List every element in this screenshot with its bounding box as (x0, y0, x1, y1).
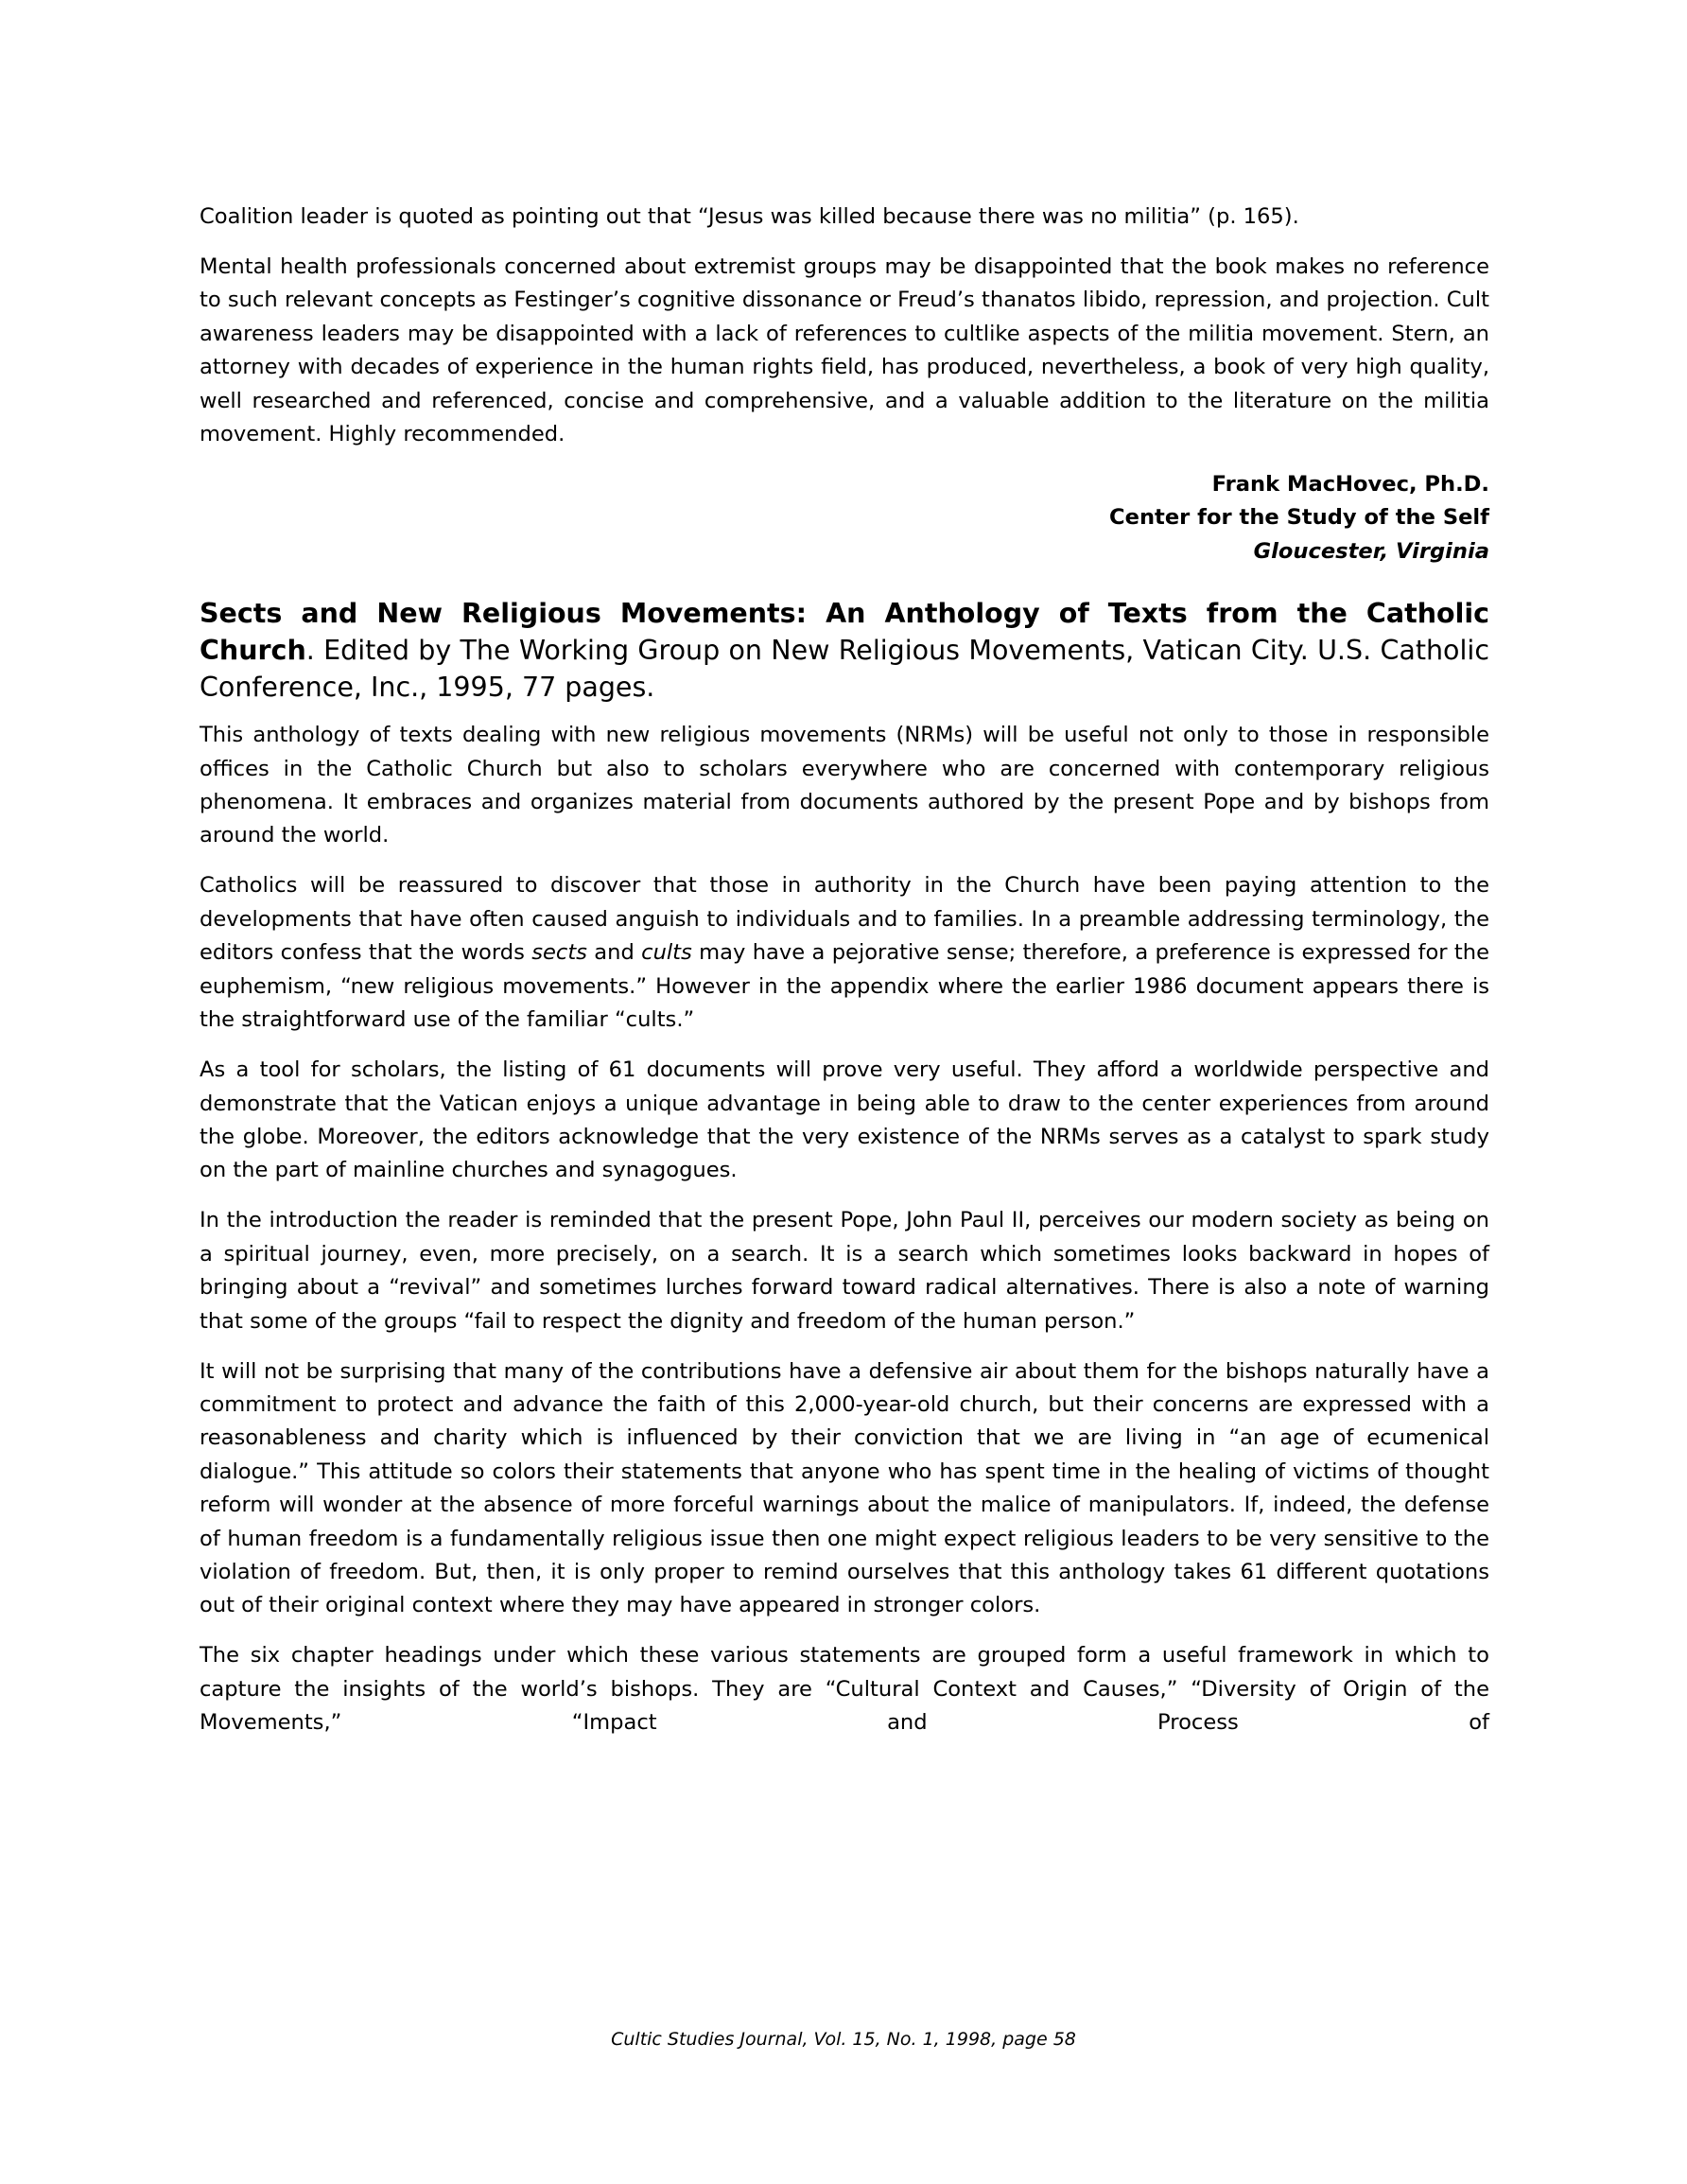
paragraph: It will not be surprising that many of the contributions have a defensive air about them for the bishops naturally have a commitment to protect and advance the faith of this 2,000-year-old church, but their concerns are expressed with a reasonableness and charity which is influenced by their conviction that we are living in “an age of ecumenical dialogue.” This attitude so colors their statements that anyone who has spent time in the healing of victims of thought reform will wonder at the absence of more forceful warnings about the malice of manipulators. If, indeed, the defense of human freedom is a fundamentally religious issue then one might expect religious leaders to be very sensitive to the violation of freedom. But, then, it is only proper to remind ourselves that this anthology takes 61 different quotations out of their original context where they may have appeared in stronger colors. (200, 1358, 1489, 1618)
page-content (200, 201, 1489, 1756)
reviewer-location: Gloucester, Virginia (1253, 538, 1489, 564)
paragraph: This anthology of texts dealing with new religious movements (NRMs) will be useful not only to those in responsible offices in the Catholic Church but also to scholars everywhere who are concerned with contemporary religious phenomena. It embraces and organizes material from documents authored by the present Pope and by bishops from around the world. (200, 723, 1489, 848)
reviewer-organization: Center for the Study of the Self (1109, 505, 1489, 531)
text-span: Catholics will be reassured to discover that those in authority in the Church have been paying attention to the developments that have often caused anguish to individuals and to families. In a preamble addressing terminology, the editors confess that the words (200, 873, 1489, 966)
paragraph: Coalition leader is quoted as pointing out that “Jesus was killed because there was no militia” (p. 165). (200, 204, 1299, 229)
reviewer-name: Frank MacHovec, Ph.D. (1211, 472, 1489, 498)
paragraph: As a tool for scholars, the listing of 61 documents will prove very useful. They afford a worldwide perspective and demonstrate that the Vatican enjoys a unique advantage in being able to draw to the center experiences from around the globe. Moreover, the editors acknowledge that the very existence of the NRMs serves as a catalyst to spark study on the part of mainline churches and synagogues. (200, 1057, 1489, 1183)
text-span: may have a pejorative sense; therefore, a preference is expressed for the euphemism, “new religious movements.” However in the appendix where the earlier 1986 document appears there is the straightforward use of the familiar “cults.” (200, 940, 1489, 1033)
book-citation-heading (200, 595, 1489, 706)
book-publication-details: . Edited by The Working Group on New Religious Movements, Vatican City. U.S. Catholic Conference, Inc., 1995, 77 pages. (200, 635, 1489, 704)
paragraph: In the introduction the reader is reminded that the present Pope, John Paul II, perceives our modern society as being on a spiritual journey, even, more precisely, on a search. It is a search which sometimes looks backward in hopes of bringing about a “revival” and sometimes lurches forward toward radical alternatives. There is also a note of warning that some of the groups “fail to respect the dignity and freedom of the human person.” (200, 1208, 1489, 1334)
reviewer-signature (200, 468, 1489, 568)
paragraph: Mental health professionals concerned about extremist groups may be disappointed that the book makes no reference to such relevant concepts as Festinger’s cognitive dissonance or Freud’s thanatos libido, repression, and projection. Cult awareness leaders may be disappointed with a lack of references to cultlike aspects of the militia movement. Stern, an attorney with decades of experience in the human rights field, has produced, nevertheless, a book of very high quality, well researched and referenced, concise and comprehensive, and a valuable addition to the literature on the militia movement. Highly recommended. (200, 254, 1489, 447)
emphasis: sects (531, 940, 587, 966)
text-span: and (586, 940, 642, 966)
page-footer: Cultic Studies Journal, Vol. 15, No. 1, 1998, page 58 (611, 2029, 1076, 2050)
book-title: Sects and New Religious Movements: An Anthology of Texts from the Catholic Church (200, 598, 1489, 667)
paragraph: The six chapter headings under which these various statements are grouped form a useful framework in which to capture the insights of the world’s bishops. They are “Cultural Context and Causes,” “Diversity of Origin of the Movements,” “Impact and Process of (200, 1643, 1489, 1736)
paragraph (200, 869, 1489, 1037)
emphasis: cults (641, 940, 692, 966)
